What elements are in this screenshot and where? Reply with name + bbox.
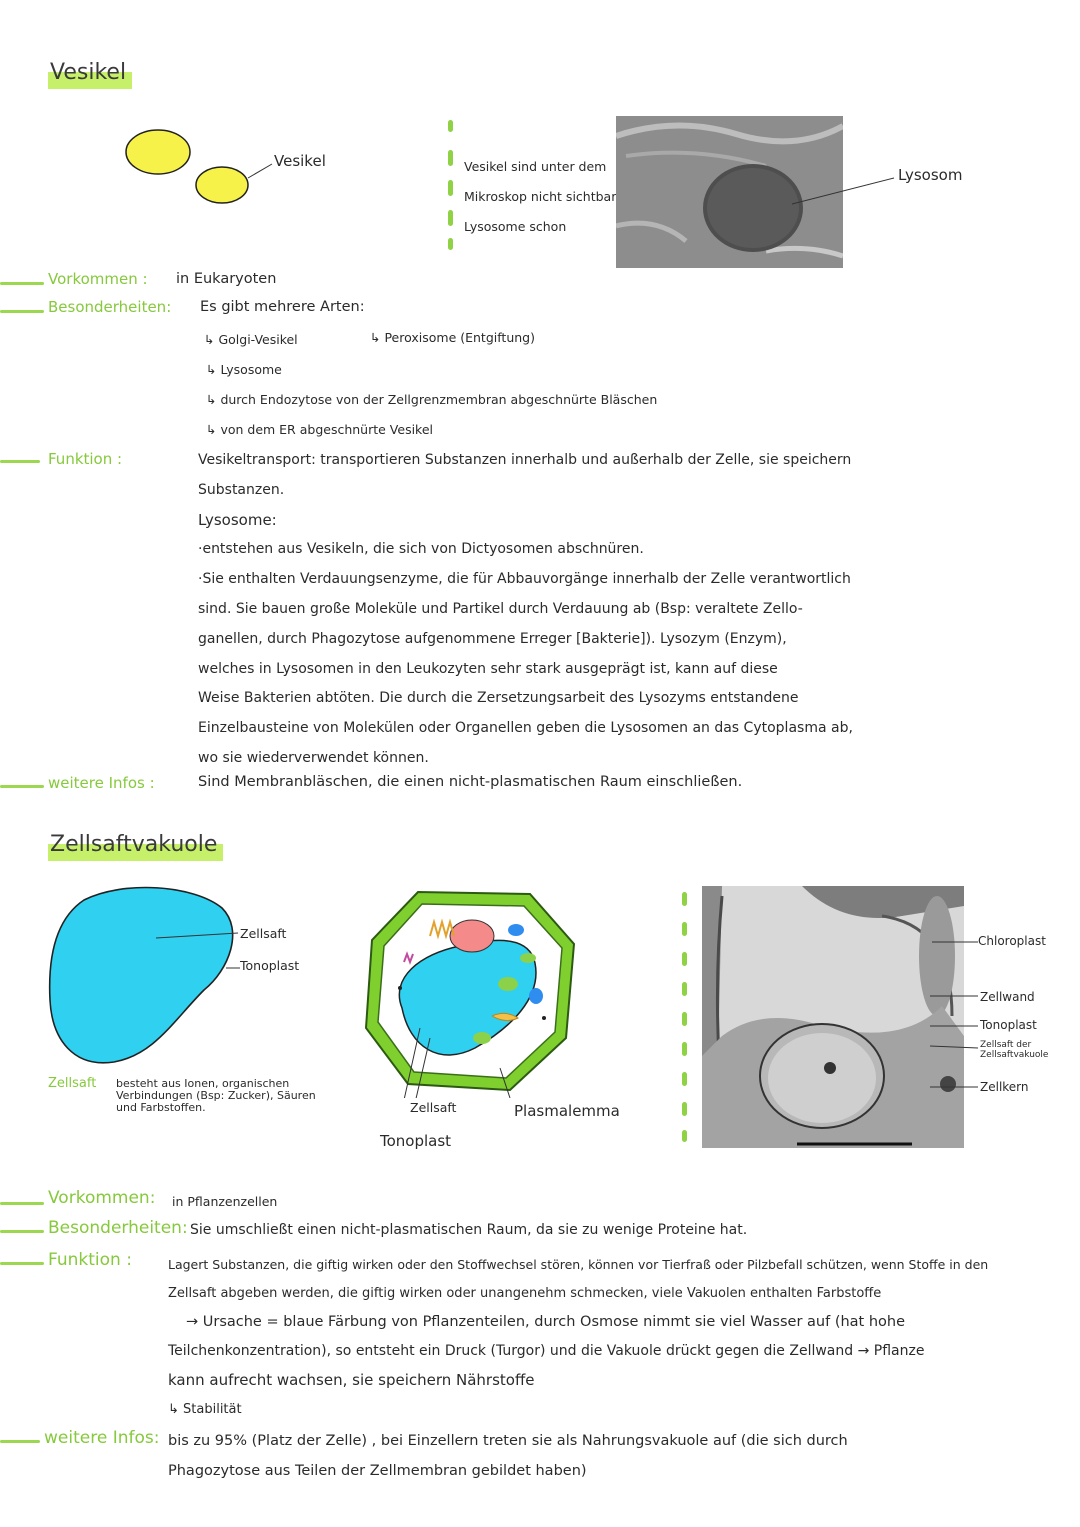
funktion-text xyxy=(198,446,1038,774)
divider-mark xyxy=(448,210,453,226)
vesicle-type-item: ↳ Peroxisome (Entgiftung) xyxy=(370,330,535,345)
divider-mark xyxy=(682,1042,687,1056)
vacuole-micrograph xyxy=(702,886,964,1148)
vesicle-shape-2 xyxy=(196,167,248,203)
besonderheiten-text-vakuole: Sie umschließt einen nicht-plasmatischen Raum, da sie zu wenige Proteine hat. xyxy=(190,1222,748,1238)
vesicle-type-item: ↳ Golgi-Vesikel xyxy=(204,332,298,347)
vesicle-type-item: ↳ Lysosome xyxy=(206,362,282,377)
besonderheiten-label: Besonderheiten: xyxy=(48,298,172,316)
text-line: Einzelbausteine von Molekülen oder Organellen geben die Lysosomen an das Cytoplasma ab, xyxy=(198,720,853,737)
row-line xyxy=(0,460,40,463)
text-line: kann aufrecht wachsen, sie speichern Nährstoffe xyxy=(168,1371,535,1389)
micrograph-label-chloroplast: Chloroplast xyxy=(978,934,1046,948)
funktion-label: Funktion : xyxy=(48,450,123,468)
cell-label-zellsaft: Zellsaft xyxy=(410,1100,457,1115)
text-line: Weise Bakterien abtöten. Die durch die Zersetzungsarbeit des Lysozyms entstandene xyxy=(198,690,799,707)
plant-cell-diagram xyxy=(360,888,580,1098)
vesicle-note xyxy=(464,152,616,242)
text-line: Zellsaft abgeben werden, die giftig wirken oder unangenehm schmecken, viele Vakuolen enthalten Farbstoffe xyxy=(168,1286,882,1301)
cell-label-tonoplast: Tonoplast xyxy=(380,1132,452,1150)
vorkommen-text: in Eukaryoten xyxy=(176,271,277,287)
vorkommen-label: Vorkommen : xyxy=(48,270,148,288)
row-line xyxy=(0,785,44,788)
zellsaft-desc-label: Zellsaft xyxy=(48,1076,97,1091)
divider-mark xyxy=(682,1102,687,1116)
micrograph-label-tonoplast: Tonoplast xyxy=(980,1018,1037,1032)
label-tonoplast: Tonoplast xyxy=(240,958,300,973)
micrograph-label-zellkern: Zellkern xyxy=(980,1080,1029,1094)
text-line: Teilchenkonzentration), so entsteht ein Druck (Turgor) und die Vakuole drückt gegen die Zellwand → Pflanze xyxy=(168,1343,925,1359)
besonderheiten-label-vakuole: Besonderheiten: xyxy=(48,1218,188,1238)
row-line xyxy=(0,1262,44,1265)
text-line: wo sie wiederverwendet können. xyxy=(198,749,429,766)
funktion-text-vakuole xyxy=(168,1250,1073,1424)
text-line: welches in Lysosomen in den Leukozyten sehr stark ausgeprägt ist, kann auf diese xyxy=(198,660,778,677)
section-title-zellsaftvakuole: Zellsaftvakuole xyxy=(48,830,223,861)
vacuole-diagram xyxy=(44,880,244,1070)
vesicle-shape-1 xyxy=(126,130,190,174)
weitere-infos-label-vakuole: weitere Infos: xyxy=(44,1428,160,1448)
divider-mark xyxy=(448,120,453,132)
cell-label-plasmalemma: Plasmalemma xyxy=(514,1102,620,1120)
divider-mark xyxy=(682,982,687,996)
funktion-label-vakuole: Funktion : xyxy=(48,1250,132,1270)
row-line xyxy=(0,310,44,313)
weitere-infos-label: weitere Infos : xyxy=(48,774,155,792)
label-zellsaft: Zellsaft xyxy=(240,926,287,941)
vacuole-shape xyxy=(50,888,233,1063)
divider-mark xyxy=(682,1130,687,1142)
divider-mark xyxy=(448,150,453,166)
lysosome-label: Lysosom xyxy=(898,166,963,184)
text-line: → Ursache = blaue Färbung von Pflanzenteilen, durch Osmose nimmt sie viel Wasser auf (hat hohe xyxy=(186,1314,906,1330)
row-line xyxy=(0,1202,44,1205)
vesicle-note-line: Mikroskop nicht sichtbar xyxy=(464,189,617,204)
text-line: Phagozytose aus Teilen der Zellmembran gebildet haben) xyxy=(168,1463,587,1479)
besonderheiten-text: Es gibt mehrere Arten: xyxy=(200,299,365,315)
micrograph-label-zellwand: Zellwand xyxy=(980,990,1035,1004)
row-line xyxy=(0,1440,40,1443)
vesicle-note-line: Vesikel sind unter dem xyxy=(464,159,607,174)
divider-mark xyxy=(448,238,453,250)
vesicle-type-item: ↳ durch Endozytose von der Zellgrenzmembran abgeschnürte Bläschen xyxy=(206,392,658,407)
divider-mark xyxy=(448,180,453,196)
text-line: sind. Sie bauen große Moleküle und Partikel durch Verdauung ab (Bsp: veraltete Zello- xyxy=(198,600,803,617)
text-line: ·entstehen aus Vesikeln, die sich von Dictyosomen abschnüren. xyxy=(198,541,644,558)
text-line: ↳ Stabilität xyxy=(168,1402,242,1417)
text-line: besteht aus Ionen, organischen xyxy=(116,1077,290,1090)
divider-mark xyxy=(682,1072,687,1086)
vesicle-note-line: Lysosome schon xyxy=(464,219,567,234)
micrograph-label-zellsaft: Zellsaft der Zellsaftvakuole xyxy=(980,1040,1049,1060)
text-line: ·Sie enthalten Verdauungsenzyme, die für Abbauvorgänge innerhalb der Zelle verantwortlich xyxy=(198,571,851,588)
zellsaft-desc xyxy=(116,1078,316,1114)
vesicle-label: Vesikel xyxy=(274,152,326,170)
vesicle-type-item: ↳ von dem ER abgeschnürte Vesikel xyxy=(206,422,434,437)
divider-mark xyxy=(682,1012,687,1026)
section-title-vesikel: Vesikel xyxy=(48,58,132,89)
row-line xyxy=(0,282,44,285)
divider-mark xyxy=(682,892,687,906)
text-line: und Farbstoffen. xyxy=(116,1101,206,1114)
text-line: Lagert Substanzen, die giftig wirken oder den Stoffwechsel stören, können vor Tierfraß oder Pilzbefall schützen, wenn Stoffe in den xyxy=(168,1257,989,1272)
divider-mark xyxy=(682,952,687,966)
text-line: Lysosome: xyxy=(198,510,277,529)
vorkommen-text-vakuole: in Pflanzenzellen xyxy=(172,1194,278,1209)
divider-mark xyxy=(682,922,687,936)
row-line xyxy=(0,1230,44,1233)
weitere-infos-text-vakuole xyxy=(168,1426,1068,1486)
text-line: bis zu 95% (Platz der Zelle) , bei Einzellern treten sie als Nahrungsvakuole auf (die sich durch xyxy=(168,1433,848,1449)
text-line: Vesikeltransport: transportieren Substanzen innerhalb und außerhalb der Zelle, sie speichern xyxy=(198,452,852,468)
text-line: ganellen, durch Phagozytose aufgenommene Erreger [Bakterie]). Lysozym (Enzym), xyxy=(198,630,787,647)
text-line: Verbindungen (Bsp: Zucker), Säuren xyxy=(116,1089,316,1102)
weitere-infos-text: Sind Membranbläschen, die einen nicht-plasmatischen Raum einschließen. xyxy=(198,774,743,790)
vorkommen-label-vakuole: Vorkommen: xyxy=(48,1188,156,1208)
text-line: Substanzen. xyxy=(198,481,285,498)
